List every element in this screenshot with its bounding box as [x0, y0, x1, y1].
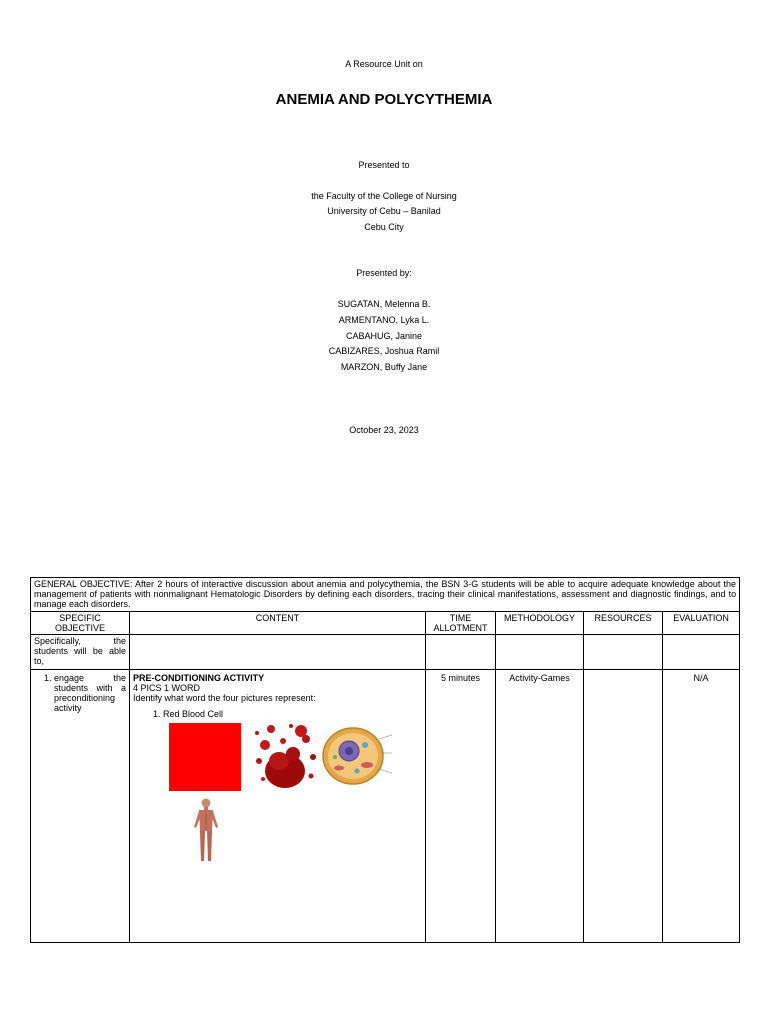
author-name: SUGATAN, Melenna B. — [337, 299, 431, 309]
content-subheading: 4 PICS 1 WORD — [133, 683, 201, 693]
empty-cell — [663, 635, 740, 670]
resource-unit-table — [30, 577, 740, 943]
header-content: CONTENT — [130, 612, 426, 635]
presented-to-label: Presented to — [358, 160, 410, 170]
content-heading: PRE-CONDITIONING ACTIVITY — [133, 673, 265, 683]
objective-cell — [31, 670, 130, 943]
evaluation-cell: N/A — [663, 670, 740, 943]
time-allotment-cell: 5 minutes — [426, 670, 496, 943]
empty-cell — [496, 635, 584, 670]
author-name: CABAHUG, Janine — [345, 331, 423, 341]
presented-by-label: Presented by: — [356, 268, 412, 278]
cover-kicker: A Resource Unit on — [345, 59, 423, 69]
answer-list — [133, 709, 422, 719]
author-name: ARMENTANO, Lyka L. — [338, 315, 430, 325]
objective-list — [34, 673, 126, 713]
intro-text: Specifically, the students will be able to, — [31, 635, 130, 670]
document-title: ANEMIA AND POLYCYTHEMIA — [275, 91, 493, 108]
resources-cell — [584, 670, 663, 943]
author-name: MARZON, Buffy Jane — [340, 362, 428, 372]
header-time-allotment: TIME ALLOTMENT — [426, 612, 496, 635]
answer-item: 1. Red Blood Cell — [163, 709, 422, 719]
methodology-cell: Activity-Games — [496, 670, 584, 943]
human-anatomy-image — [189, 797, 223, 865]
author-name: CABIZARES, Joshua Ramil — [328, 346, 440, 356]
empty-cell — [584, 635, 663, 670]
blood-splatter-image — [251, 721, 321, 795]
recipient-line: University of Cebu – Banilad — [327, 206, 441, 216]
header-methodology: METHODOLOGY — [496, 612, 584, 635]
recipient-line: Cebu City — [364, 222, 404, 232]
content-cell — [130, 670, 426, 943]
header-evaluation: EVALUATION — [663, 612, 740, 635]
objective-item: 1. engage the students with a preconditioning activity — [54, 673, 126, 713]
content-instruction: Identify what word the four pictures represent: — [133, 693, 316, 703]
four-pics-grid — [133, 723, 422, 873]
empty-cell — [130, 635, 426, 670]
recipient-line: the Faculty of the College of Nursing — [311, 191, 457, 201]
cell-diagram-image — [321, 725, 393, 787]
red-square-image — [169, 723, 241, 791]
document-date: October 23, 2023 — [349, 425, 419, 435]
header-specific-objective: SPECIFIC OBJECTIVE — [31, 612, 130, 635]
empty-cell — [426, 635, 496, 670]
header-resources: RESOURCES — [584, 612, 663, 635]
general-objective: GENERAL OBJECTIVE: After 2 hours of interactive discussion about anemia and polycythemia, the BSN 3-G students will be able to acquire adequate knowledge about the management of patients with nonmalignant Hematologic Disorders by defining each disorders, tracing their clinical manifestations, assessment and diagnostic findings, and to manage each disorders. — [31, 578, 740, 612]
